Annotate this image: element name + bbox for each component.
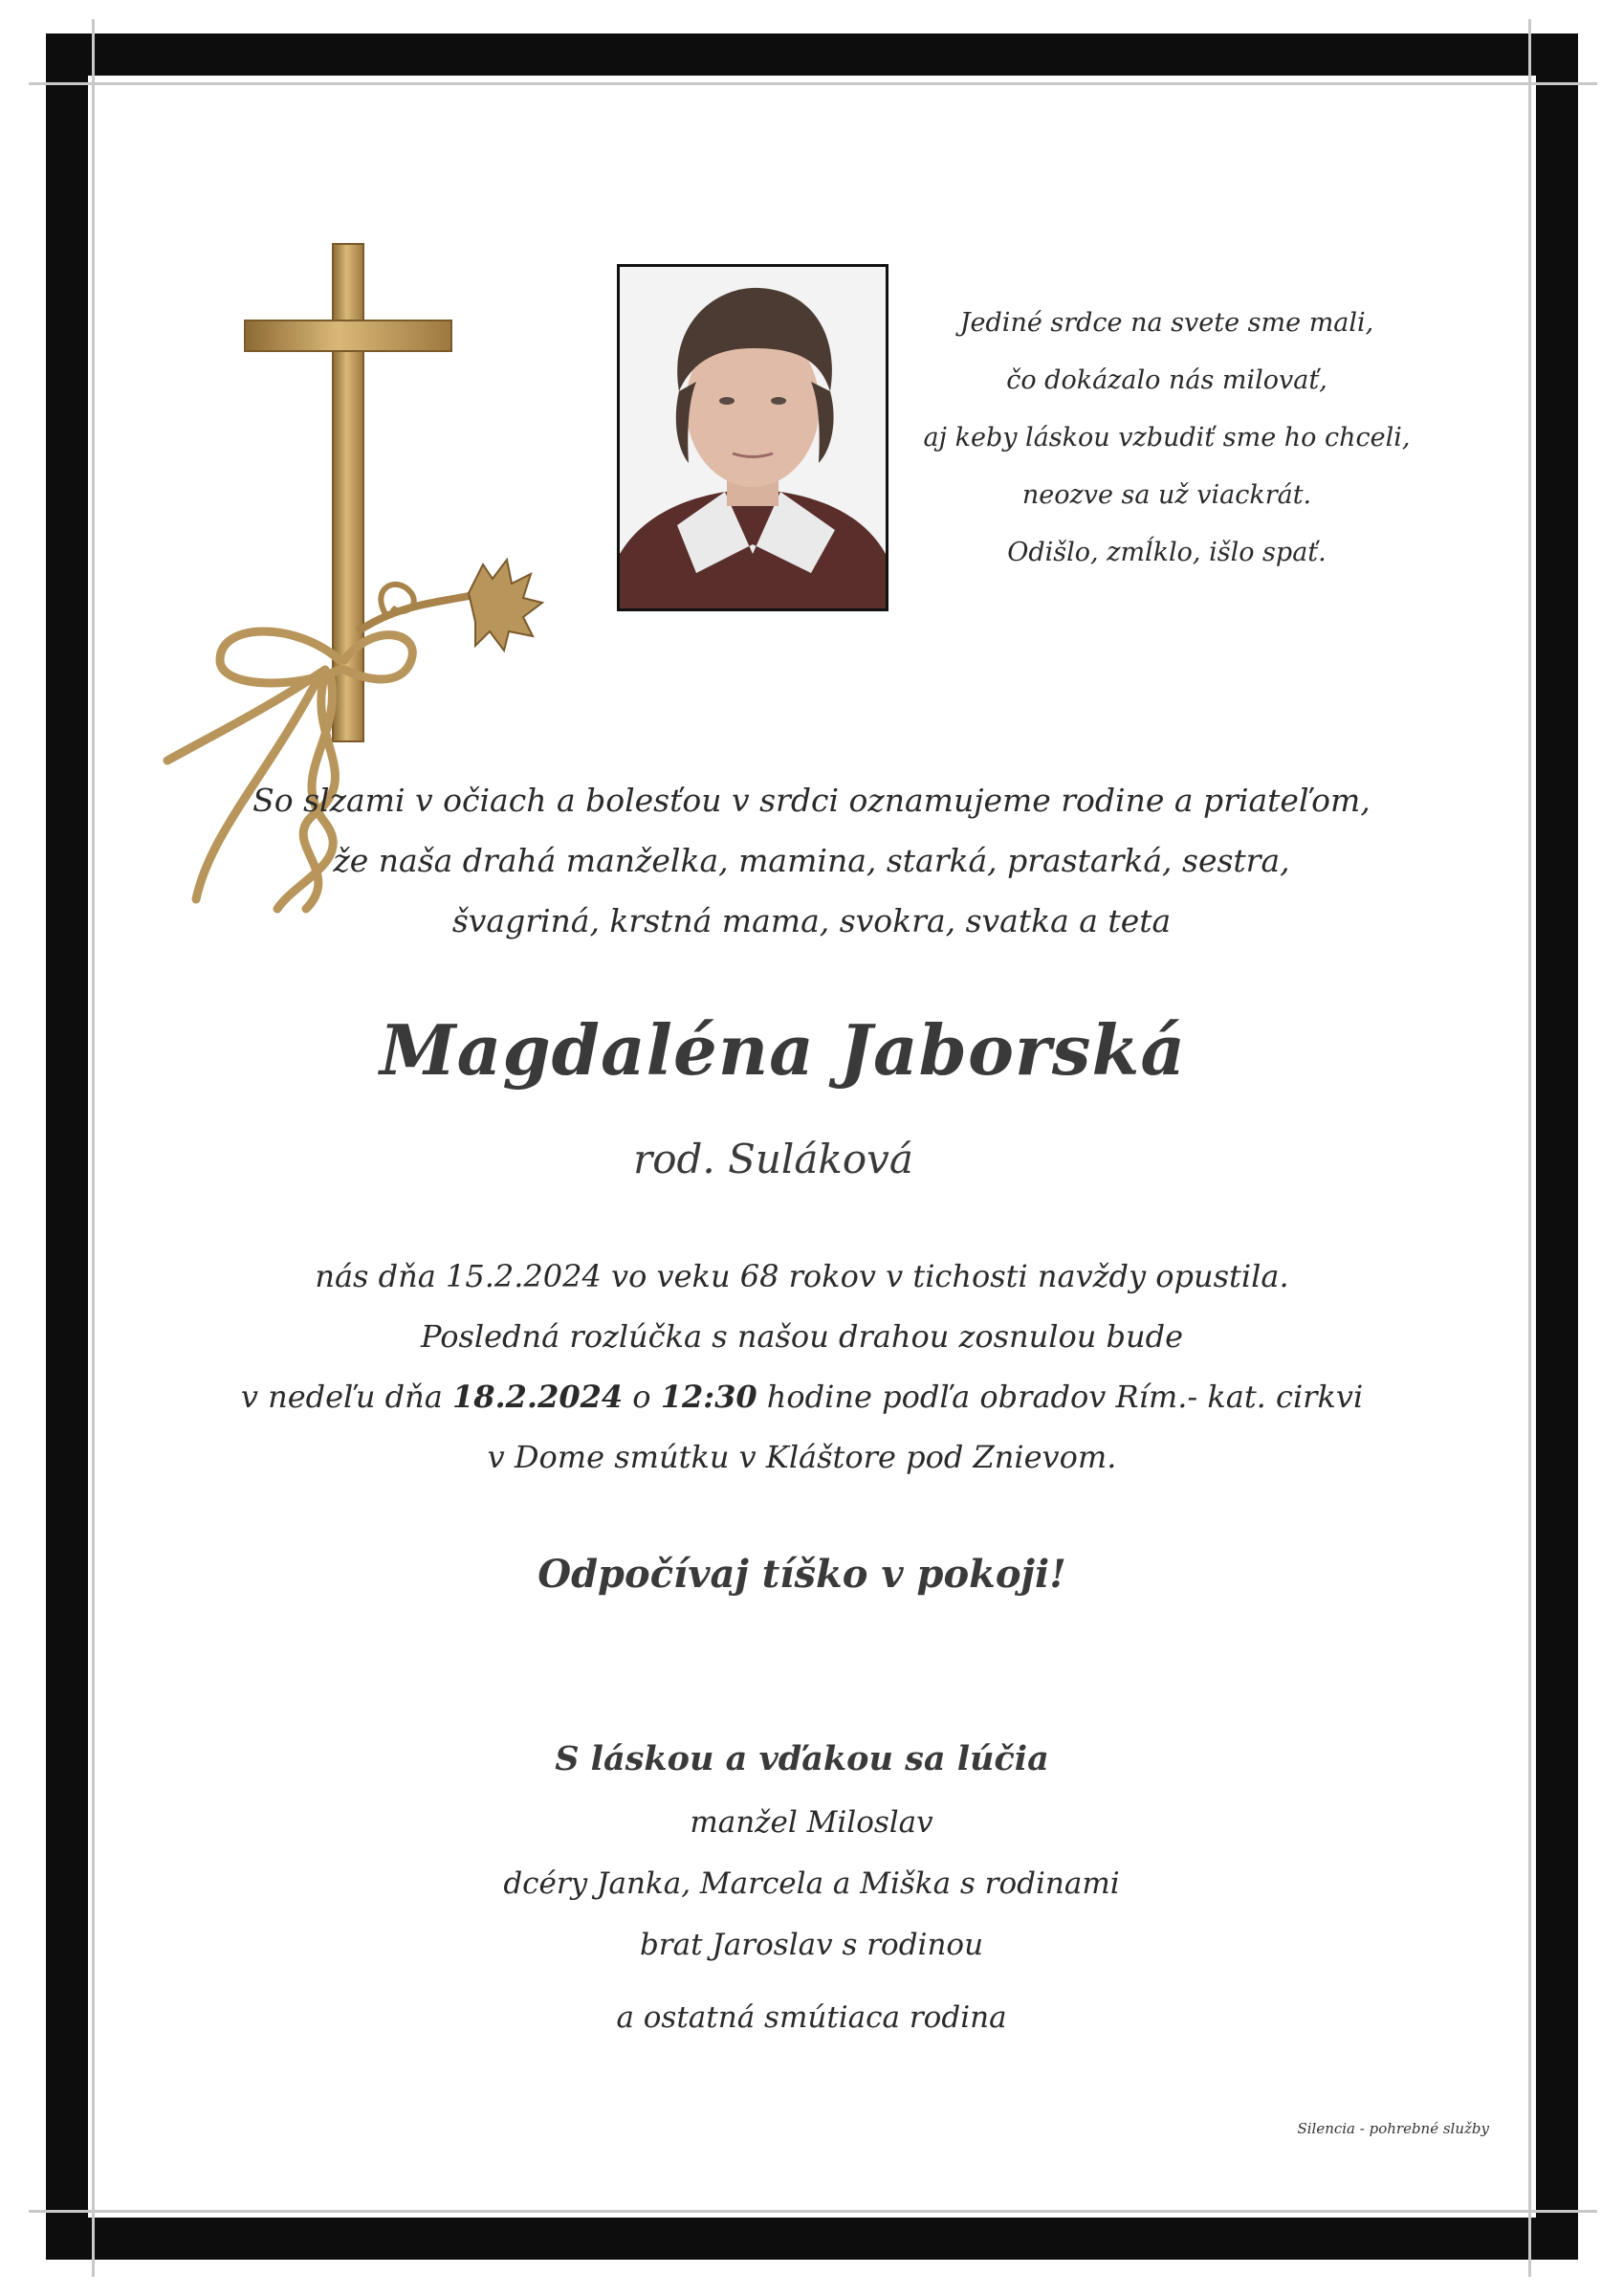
- announcement-intro: [0, 770, 1623, 951]
- funeral-date: 18.2.2024: [451, 1379, 624, 1415]
- poem-line: čo dokázalo nás milovať,: [1006, 365, 1327, 395]
- poem-line: Odišlo, zmĺklo, išlo spať.: [1007, 538, 1327, 567]
- details-line-datetime: [0, 1367, 1613, 1427]
- frame-top: [46, 33, 1578, 76]
- details-prefix: v nedeľu dňa: [240, 1379, 452, 1415]
- details-line-death: nás dňa 15.2.2024 vo veku 68 rokov v tichosti navždy opustila.: [315, 1258, 1289, 1294]
- portrait-photo: [617, 264, 888, 611]
- funeral-service-credit: Silencia - pohrebné služby: [1297, 2120, 1489, 2137]
- deceased-name: Magdaléna Jaborská: [379, 1009, 1186, 1091]
- frame-line-top: [29, 82, 1597, 85]
- farewell-phrase: Odpočívaj tíško v pokoji!: [537, 1552, 1066, 1597]
- poem-line: neozve sa už viackrát.: [1021, 480, 1312, 510]
- frame-bottom: [46, 2218, 1578, 2260]
- details-line-location: v Dome smútku v Kláštore pod Znievom.: [487, 1439, 1117, 1475]
- portrait-illustration: [620, 267, 886, 608]
- family-line: brat Jaroslav s rodinou: [639, 1928, 984, 1962]
- family-line: manžel Miloslav: [690, 1805, 933, 1840]
- family-title: S láskou a vďakou sa lúčia: [555, 1739, 1049, 1778]
- intro-line: švagriná, krstná mama, svokra, svatka a teta: [451, 902, 1172, 939]
- maiden-name: rod. Suláková: [633, 1136, 913, 1182]
- intro-line: So slzami v očiach a bolesťou v srdci oznamujeme rodine a priateľom,: [252, 782, 1371, 819]
- details-mid: o: [623, 1379, 661, 1415]
- funeral-details: [0, 1247, 1613, 1488]
- poem-line: aj keby láskou vzbudiť sme ho chceli,: [923, 423, 1411, 453]
- family-line: a ostatná smútiaca rodina: [616, 2000, 1007, 2035]
- details-suffix: hodine podľa obradov Rím.- kat. cirkvi: [757, 1379, 1364, 1415]
- frame-line-bottom: [29, 2210, 1597, 2213]
- details-line-farewell: Posledná rozlúčka s našou drahou zosnulou bude: [420, 1318, 1184, 1355]
- poem: [918, 295, 1415, 582]
- poem-line: Jediné srdce na svete sme mali,: [959, 308, 1374, 338]
- intro-line: že naša drahá manželka, mamina, starká, prastarká, sestra,: [333, 842, 1290, 879]
- family-line: dcéry Janka, Marcela a Miška s rodinami: [503, 1866, 1120, 1901]
- funeral-time: 12:30: [660, 1379, 757, 1415]
